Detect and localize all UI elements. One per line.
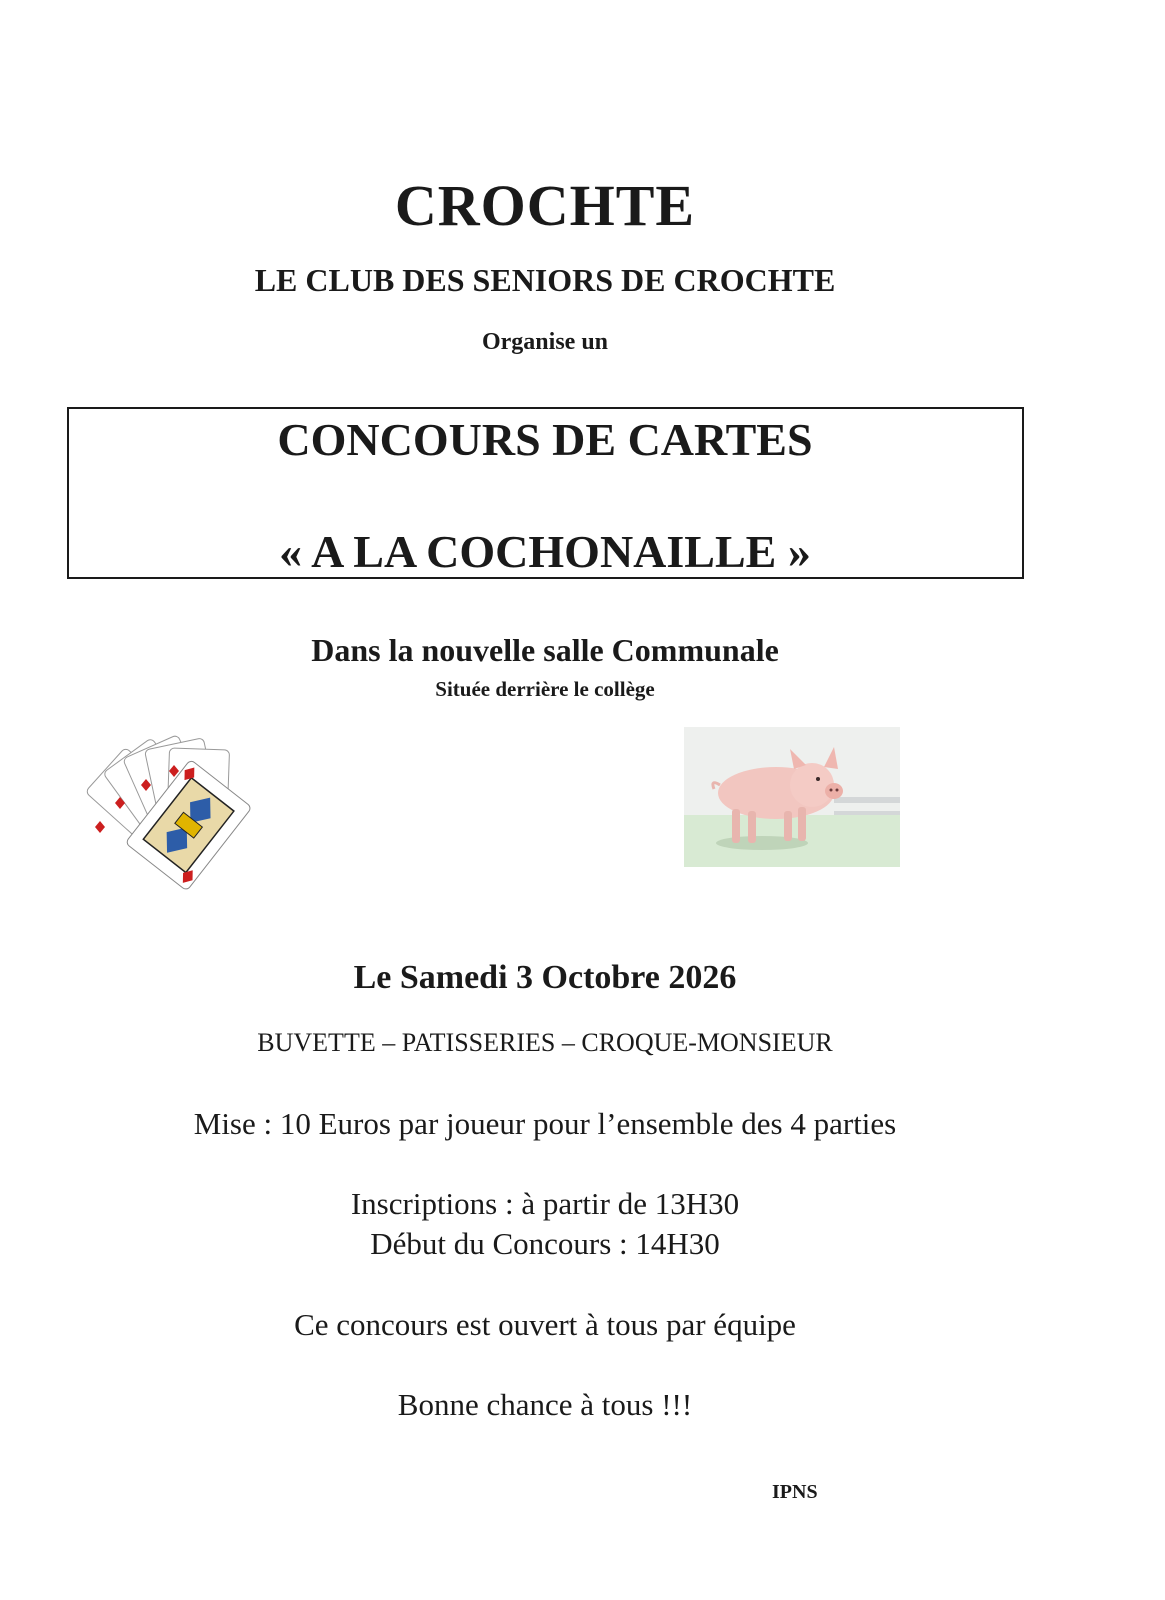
offerings-line: BUVETTE – PATISSERIES – CROQUE-MONSIEUR	[257, 1028, 833, 1057]
start-time: Début du Concours : 14H30	[370, 1226, 720, 1261]
open-to-line: Ce concours est ouvert à tous par équipe	[294, 1307, 796, 1342]
venue-name: Dans la nouvelle salle Communale	[311, 632, 779, 668]
event-date: Le Samedi 3 Octobre 2026	[353, 959, 737, 996]
playing-cards-icon	[78, 735, 258, 895]
registration-time: Inscriptions : à partir de 13H30	[350, 1186, 740, 1221]
organizes-label: Organise un	[481, 329, 609, 355]
stake-line: Mise : 10 Euros par joueur pour l’ensemble des 4 parties	[193, 1106, 897, 1141]
event-title: CONCOURS DE CARTES	[277, 414, 813, 465]
club-name: LE CLUB DES SENIORS DE CROCHTE	[254, 262, 836, 298]
good-luck-line: Bonne chance à tous !!!	[397, 1387, 693, 1422]
event-name: « A LA COCHONAILLE »	[279, 526, 811, 577]
ipns-mark: IPNS	[772, 1481, 818, 1503]
venue-location: Située derrière le collège	[435, 677, 655, 701]
town-title: CROCHTE	[394, 173, 696, 238]
piglet-icon	[684, 727, 900, 867]
